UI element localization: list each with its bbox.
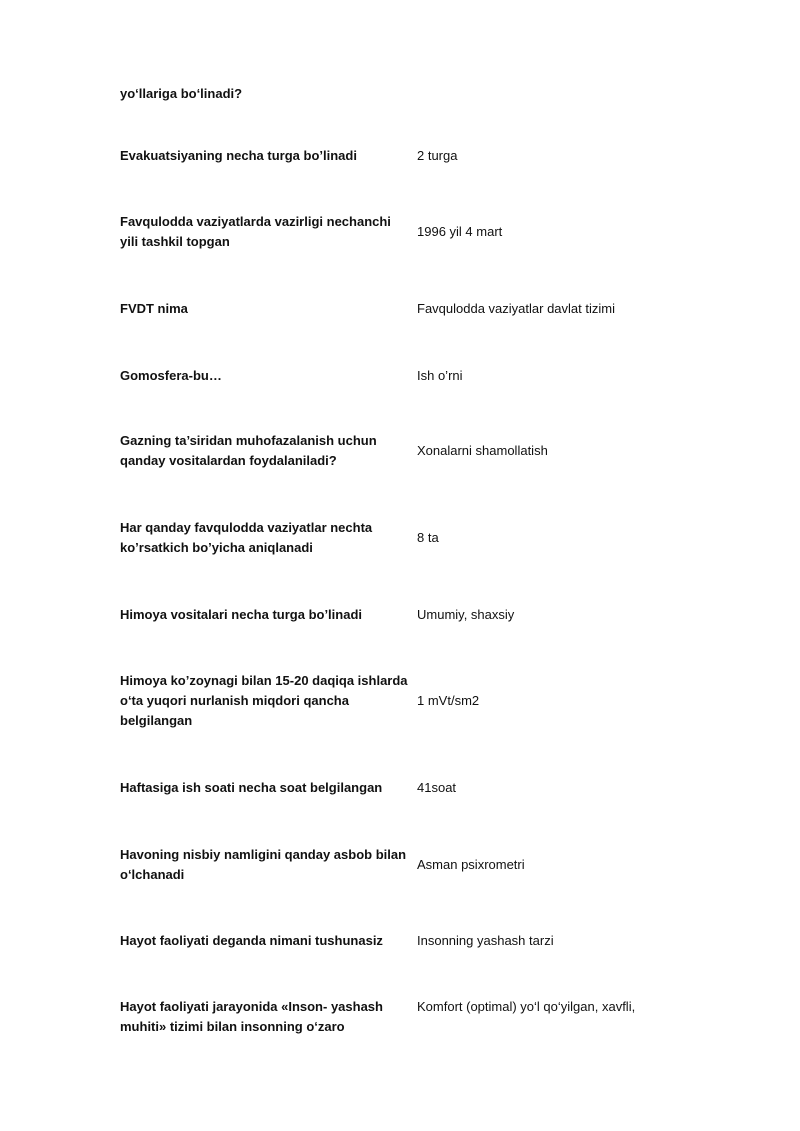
answer-text: Insonning yashash tarzi — [417, 933, 554, 948]
qa-row — [120, 431, 680, 471]
question-text: Hayot faoliyati deganda nimani tushunasiz — [120, 933, 383, 948]
answer-text: Umumiy, shaxsiy — [417, 607, 515, 622]
answer-text: 8 ta — [417, 530, 439, 545]
question-text: Har qanday favqulodda vaziyatlar nechta ko’rsatkich bo’yicha aniqlanadi — [120, 520, 373, 555]
continued-question-text: yo‘llariga bo‘linadi? — [120, 86, 243, 101]
answer-text: 2 turga — [417, 148, 458, 163]
answer-text: Ish o’rni — [417, 368, 463, 383]
question-text: Haftasiga ish soati necha soat belgilangan — [120, 780, 383, 795]
qa-row — [120, 931, 680, 951]
qa-row — [120, 997, 680, 1037]
answer-text: Favqulodda vaziyatlar davlat tizimi — [417, 301, 615, 316]
qa-row — [120, 366, 680, 386]
question-text: Favqulodda vaziyatlarda vazirligi nechanchi yili tashkil topgan — [120, 214, 391, 249]
answer-text: 1996 yil 4 mart — [417, 224, 503, 239]
question-text: Himoya ko’zoynagi bilan 15-20 daqiqa ishlarda o‘ta yuqori nurlanish miqdori qancha belgilangan — [120, 673, 408, 728]
qa-row — [120, 845, 680, 885]
question-text: Havoning nisbiy namligini qanday asbob bilan o‘lchanadi — [120, 847, 407, 882]
qa-row — [120, 778, 680, 798]
answer-text: Xonalarni shamollatish — [417, 443, 548, 458]
qa-row — [120, 299, 680, 319]
question-text: Himoya vositalari necha turga bo’linadi — [120, 607, 363, 622]
qa-row — [120, 146, 680, 166]
qa-row — [120, 212, 680, 252]
qa-row — [120, 518, 680, 558]
answer-text: 41soat — [417, 780, 457, 795]
answer-text: Asman psixrometri — [417, 857, 525, 872]
question-text: Evakuatsiyaning necha turga bo’linadi — [120, 148, 357, 163]
question-text: FVDT nima — [120, 301, 188, 316]
question-text: Gazning ta’siridan muhofazalanish uchun qanday vositalardan foydalaniladi? — [120, 433, 377, 468]
answer-text: 1 mVt/sm2 — [417, 693, 480, 708]
qa-row — [120, 605, 680, 625]
qa-row — [120, 671, 680, 731]
answer-text: Komfort (optimal) yo‘l qo‘yilgan, xavfli, — [417, 999, 636, 1014]
question-text: Hayot faoliyati jarayonida «Inson- yashash muhiti» tizimi bilan insonning o‘zaro — [120, 999, 383, 1034]
question-text: Gomosfera-bu… — [120, 368, 222, 383]
